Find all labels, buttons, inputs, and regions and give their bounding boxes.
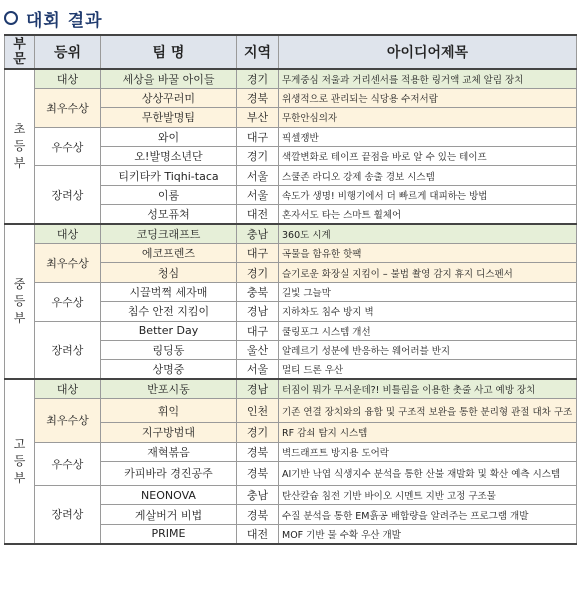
- table-row: [5, 127, 577, 146]
- division-cell: [5, 224, 35, 379]
- team-cell: PRIME: [101, 524, 237, 543]
- idea-cell: 길빛 그늘막: [279, 282, 577, 301]
- team-cell: 코딩크래프트: [101, 224, 237, 243]
- team-cell: 상상꾸러미: [101, 88, 237, 107]
- team-cell: 무한발명팀: [101, 108, 237, 127]
- division-cell: [5, 69, 35, 224]
- idea-cell: 수질 분석을 통한 EM흙공 배합량을 알려주는 프로그램 개발: [279, 505, 577, 524]
- table-row: [5, 282, 577, 301]
- region-cell: 경기: [237, 263, 279, 282]
- region-cell: 서울: [237, 166, 279, 185]
- region-cell: 경북: [237, 505, 279, 524]
- table-row: [5, 442, 577, 461]
- table-row: [5, 244, 577, 263]
- header-division: [5, 35, 35, 69]
- idea-cell: 무게중심 저울과 거리센서를 적용한 링거액 교체 알림 장치: [279, 69, 577, 88]
- idea-cell: 360도 시계: [279, 224, 577, 243]
- division-char: 고: [13, 436, 26, 451]
- table-row: [5, 485, 577, 504]
- idea-cell: 탄산칼슘 침전 기반 바이오 시멘트 지반 고정 구조물: [279, 485, 577, 504]
- rank-cell: 우수상: [35, 442, 101, 485]
- idea-cell: 알레르기 성분에 반응하는 웨어러블 반지: [279, 340, 577, 359]
- header-idea: 아이디어제목: [279, 35, 577, 69]
- idea-cell: 픽셀쟁반: [279, 127, 577, 146]
- table-row: [5, 399, 577, 423]
- idea-cell: 멀티 드론 우산: [279, 360, 577, 379]
- team-cell: 성모퓨쳐: [101, 205, 237, 224]
- team-cell: 상명중: [101, 360, 237, 379]
- table-row: [5, 224, 577, 243]
- division-char: 등: [13, 139, 26, 154]
- rank-cell: 최우수상: [35, 244, 101, 283]
- division-char: 초: [13, 122, 26, 137]
- division-char: 등: [13, 453, 26, 468]
- idea-cell: 터짐이 뭐가 무서운데?! 비틀림을 이용한 촛줄 사고 예방 장치: [279, 379, 577, 398]
- team-cell: 반포시동: [101, 379, 237, 398]
- header-team: 팀 명: [101, 35, 237, 69]
- team-cell: 티키타카 Tiqhi-taca: [101, 166, 237, 185]
- rank-cell: 대상: [35, 379, 101, 398]
- team-cell: 재혁볶음: [101, 442, 237, 461]
- idea-cell: 기존 연결 장치와의 융합 및 구조적 보완을 통한 분리형 관절 대차 구조: [279, 399, 577, 423]
- team-cell: 청심: [101, 263, 237, 282]
- idea-cell: 지하차도 침수 방지 벽: [279, 302, 577, 321]
- region-cell: 경북: [237, 88, 279, 107]
- idea-cell: 위생적으로 관리되는 식당용 수저서랍: [279, 88, 577, 107]
- team-cell: 카피바라 경진공주: [101, 461, 237, 485]
- idea-cell: 슬기로운 화장실 지킴이 – 불법 촬영 감지 휴지 디스펜서: [279, 263, 577, 282]
- table-row: [5, 69, 577, 88]
- team-cell: 게살버거 비법: [101, 505, 237, 524]
- table-row: [5, 88, 577, 107]
- idea-cell: 속도가 생명! 비행기에서 더 빠르게 대피하는 방법: [279, 185, 577, 204]
- table-row: [5, 379, 577, 398]
- region-cell: 대구: [237, 127, 279, 146]
- team-cell: 에코프렌즈: [101, 244, 237, 263]
- region-cell: 경기: [237, 423, 279, 442]
- region-cell: 울산: [237, 340, 279, 359]
- division-char: 부: [13, 156, 26, 171]
- rank-cell: 대상: [35, 69, 101, 88]
- region-cell: 대전: [237, 205, 279, 224]
- idea-cell: 무한안심의자: [279, 108, 577, 127]
- idea-cell: 스쿨존 라디오 강제 송출 경보 시스템: [279, 166, 577, 185]
- region-cell: 경남: [237, 379, 279, 398]
- region-cell: 대전: [237, 524, 279, 543]
- section-heading: [4, 6, 103, 30]
- idea-cell: AI기반 낙엽 식생지수 분석을 통한 산불 재발화 및 확산 예측 시스템: [279, 461, 577, 485]
- team-cell: 링딩동: [101, 340, 237, 359]
- results-table: [4, 34, 577, 545]
- idea-cell: 곡물을 함유한 핫팩: [279, 244, 577, 263]
- header-rank: 등위: [35, 35, 101, 69]
- table-row: [5, 166, 577, 185]
- rank-cell: 우수상: [35, 127, 101, 166]
- table-header-row: [5, 35, 577, 69]
- region-cell: 경북: [237, 461, 279, 485]
- rank-cell: 장려상: [35, 166, 101, 224]
- region-cell: 충남: [237, 224, 279, 243]
- division-cell: [5, 379, 35, 543]
- region-cell: 서울: [237, 185, 279, 204]
- rank-cell: 최우수상: [35, 88, 101, 127]
- rank-cell: 장려상: [35, 485, 101, 543]
- table-row: [5, 321, 577, 340]
- page-title: 대회 결과: [26, 10, 103, 31]
- team-cell: 지구방범대: [101, 423, 237, 442]
- region-cell: 부산: [237, 108, 279, 127]
- team-cell: 침수 안전 지킴이: [101, 302, 237, 321]
- idea-cell: 벽드래프트 방지용 도어락: [279, 442, 577, 461]
- team-cell: 와이: [101, 127, 237, 146]
- team-cell: 세상을 바꿀 아이들: [101, 69, 237, 88]
- region-cell: 경기: [237, 147, 279, 166]
- rank-cell: 최우수상: [35, 399, 101, 442]
- division-char: 부: [13, 311, 26, 326]
- idea-cell: 혼자서도 타는 스마트 휠체어: [279, 205, 577, 224]
- division-char: 등: [13, 294, 26, 309]
- division-char: 부: [13, 470, 26, 485]
- region-cell: 대구: [237, 321, 279, 340]
- team-cell: NEONOVA: [101, 485, 237, 504]
- header-division-char: 문: [13, 52, 26, 67]
- region-cell: 대구: [237, 244, 279, 263]
- rank-cell: 장려상: [35, 321, 101, 379]
- idea-cell: RF 감쇠 탐지 시스템: [279, 423, 577, 442]
- circle-bullet-icon: [4, 11, 18, 25]
- region-cell: 충북: [237, 282, 279, 301]
- team-cell: Better Day: [101, 321, 237, 340]
- rank-cell: 우수상: [35, 282, 101, 321]
- region-cell: 서울: [237, 360, 279, 379]
- region-cell: 인천: [237, 399, 279, 423]
- region-cell: 경남: [237, 302, 279, 321]
- idea-cell: MOF 기반 물 수확 우산 개발: [279, 524, 577, 543]
- team-cell: 시끌벅쩍 세자매: [101, 282, 237, 301]
- header-region: 지역: [237, 35, 279, 69]
- idea-cell: 쿨링포그 시스템 개선: [279, 321, 577, 340]
- team-cell: 이룸: [101, 185, 237, 204]
- region-cell: 경기: [237, 69, 279, 88]
- rank-cell: 대상: [35, 224, 101, 243]
- team-cell: 오!발명소년단: [101, 147, 237, 166]
- header-division-char: 부: [13, 37, 26, 52]
- idea-cell: 색깔변화로 테이프 끝점을 바로 알 수 있는 테이프: [279, 147, 577, 166]
- team-cell: 휘익: [101, 399, 237, 423]
- region-cell: 경북: [237, 442, 279, 461]
- region-cell: 충남: [237, 485, 279, 504]
- division-char: 중: [13, 277, 26, 292]
